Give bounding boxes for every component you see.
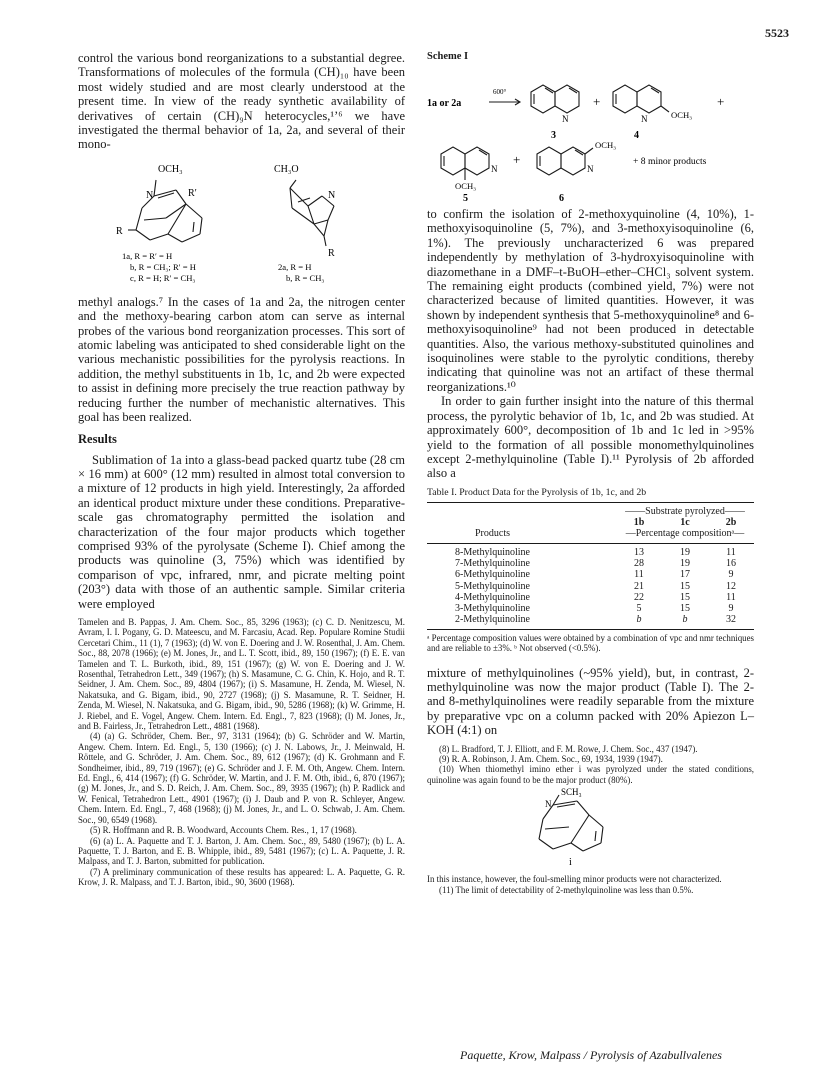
footnote-6: (6) (a) L. A. Paquette and T. J. Barton, J. Am. Chem. Soc., 89, 5480 (1967); (b) L. A. Paquette, T. J. Barton, and E. B. Whipple, ibid., 89, 5481 (1967); (c) L. A. Paquette, J. R. Malpass, and T. J. Barton, submitted for publication. xyxy=(78,835,405,867)
methyl-analogs-paragraph: methyl analogs.⁷ In the cases of 1a and 2a, the nitrogen center and the methoxy-bearing carbon atom can serve as internal probes of the various bond reorganization processes. This sort of atomic labeling was anticipated to shed considerable light on the various mechanistic possibilities for the pyrolysis reactions. In addition, the methyl substituents in 1b, 1c, and 2b were expected to assist in defining more precisely the true reaction pathway by reducing further the number of mechanistic alternatives. This goal has been realized. xyxy=(78,294,405,425)
struct-i-n: N xyxy=(545,799,552,810)
table-group-header: ——Substrate pyrolyzed—— xyxy=(625,505,745,517)
table-col-products: Products xyxy=(475,528,510,540)
scheme-num-5: 5 xyxy=(463,193,468,202)
footnote-9: (9) R. A. Robinson, J. Am. Chem. Soc., 69, 1934, 1939 (1947). xyxy=(439,753,663,764)
struct-i-label: i xyxy=(569,857,572,869)
scheme-n-4: N xyxy=(641,114,648,124)
struct1-n: N xyxy=(146,189,154,201)
scheme-condition: 600° xyxy=(493,88,507,96)
struct1-label-a: 1a, R = R′ = H xyxy=(122,250,173,261)
table-i xyxy=(427,502,754,630)
table-col-1c: 1c xyxy=(680,517,690,529)
left-footnotes xyxy=(78,617,405,888)
scheme-num-6: 6 xyxy=(559,193,564,202)
page-number: 5523 xyxy=(765,26,789,40)
pyrolytic-behavior-paragraph: In order to gain further insight into the nature of this thermal process, the pyrolytic behavior of 1b, 1c, and 2b was studied. At approximately 600°, decomposition of 1b and 1c led in >95% yield to the formation of all possible monomethylquinolines except 2-methylquinoline (Table I).¹¹ Pyrolysis of 2b afforded also a xyxy=(427,394,754,481)
table-subheader: —Percentage compositionᵃ— xyxy=(625,528,745,540)
struct1-label-b: b, R = CH₃; R′ = H xyxy=(130,261,196,272)
quinoline-3-drawing xyxy=(531,85,579,113)
scheme-i-drawing xyxy=(427,64,754,202)
scheme-num-4: 4 xyxy=(634,130,639,141)
table-row: 3-Methylquinoline 5 15 9 xyxy=(455,603,734,615)
footnote-10-continued: In this instance, however, the foul-smelling minor products were not characterized. xyxy=(427,874,722,885)
table-row: 7-Methylquinoline 28 19 16 xyxy=(455,557,736,569)
table-col-1b: 1b xyxy=(633,517,645,529)
footnote-8: (8) L. Bradford, T. J. Elliott, and F. M. Rowe, J. Chem. Soc., 437 (1947). xyxy=(439,743,698,754)
isolation-paragraph: to confirm the isolation of 2-methoxyquinoline (4, 10%), 1-methoxyisoquinoline (5, 7%), and 3-methoxyisoquinoline (6, 1%). The previously uncharacterized 6 was prepared independently by methylation of 3-hydroxyisoquinoline with diazomethane in a DMF–t-BuOH–ether–CHCl₃ solvent system. The remaining eight products (combined yield, 7%) were not characterized because of limited quantities. However, it was shown by independent synthesis that 5-methoxyquinoline⁸ and 6-methoxyisoquinoline⁹ had not been produced in detectable quantities. Also, the various methoxy-substituted quinolines and isoquinolines were stable to the pyrolytic conditions, thereby indicating that quinoline was not an artifact of these thermal reorganizations.¹⁰ xyxy=(427,207,754,394)
table-note: ᵃ Percentage composition values were obtained by a combination of vpc and nmr techniques and are reliable to ±3%. ᵇ Not observed (<0.5%). xyxy=(427,632,755,654)
footnote-11: (11) The limit of detectability of 2-methylquinoline was less than 0.5%. xyxy=(439,884,694,895)
scheme-title: Scheme I xyxy=(427,51,469,62)
isoquinoline-6-drawing xyxy=(537,147,593,175)
left-column xyxy=(78,51,405,888)
scheme-och3-5: OCH₃ xyxy=(455,181,477,191)
table-row: 5-Methylquinoline 21 15 12 xyxy=(455,580,736,592)
footnote-10: (10) When thiomethyl imino ether i was pyrolyzed under the stated conditions, quinoline was again found to be the major product (80%). xyxy=(427,764,754,785)
struct2-n: N xyxy=(328,189,336,201)
footnote-7: (7) A preliminary communication of these results has appeared: L. A. Paquette, G. R. Krow, J. R. Malpass, and T. J. Barton, ibid., 90, 3600 (1968). xyxy=(78,866,405,888)
table-col-2b: 2b xyxy=(725,517,737,529)
struct2-label-b: b, R = CH₃ xyxy=(286,272,325,283)
scheme-reactants: 1a or 2a xyxy=(427,98,462,109)
quinoline-4-drawing xyxy=(613,85,669,113)
table-row: 2-Methylquinoline b b 32 xyxy=(455,614,736,626)
struct1-label-c: c, R = H; R′ = CH₃ xyxy=(130,272,196,283)
table-row: 6-Methylquinoline 11 17 9 xyxy=(455,569,734,581)
table-caption: Table I. Product Data for the Pyrolysis of 1b, 1c, and 2b xyxy=(427,486,647,498)
scheme-n-3: N xyxy=(562,114,569,124)
table-row: 8-Methylquinoline 13 19 11 xyxy=(427,543,754,558)
footnote-4: (4) (a) G. Schröder, Chem. Ber., 97, 3131 (1964); (b) G. Schröder and W. Martin, Angew. Chem. Intern. Ed. Engl., 5, 130 (1966); (c) J. N. Labows, Jr., J. Meinwald, H. Röttele, and G. Schröder, J. Am. Chem. Soc., 89, 612 (1967); (d) K. Grohmann and F. Sondheimer, ibid., 89, 719 (1967); (e) G. Schröder and J. F. M. Oth, Angew. Chem. Intern. Ed. Engl., 6, 414 (1967); (f) G. Schröder, W. Martin, and J. F. M. Oth, ibid., 6, 870 (1967); (g) M. Jones, Jr., and S. D. Reich, J. Am. Chem. Soc., 89, 3935 (1967); (h) P. Radlick and W. Fenical, Tetrahedron Lett., 4901 (1967); (i) J. Daub and P. von R. Schleyer, Angew. Chem. Intern. Ed. Engl., 7, 468 (1968); (j) M. Jones, Jr., and L. O. Schwab, J. Am. Chem. Soc., 90, 6549 (1968). xyxy=(78,731,405,825)
scheme-num-3: 3 xyxy=(551,130,556,141)
intro-paragraph: control the various bond reorganizations to a substantial degree. Transformations of molecules of the formula (CH)₁₀ have been most widely studied and are most clearly understood at the present time. In view of the ready synthetic availability of derivatives of certain (CH)₉N heterocycles,¹ʼ⁶ we have investigated the thermal behavior of 1a, 2a, and several of their mono- xyxy=(78,51,405,152)
methylquinolines-paragraph: mixture of methylquinolines (~95% yield), but, in contrast, 2-methylquinoline was now the major product (Table I). The 2- and 8-methylquinolines were readily separable from the mixture by preparative vpc on a column packed with 20% Apiezon L–KOH (4:1) on xyxy=(427,665,754,738)
struct1-rprime: R′ xyxy=(188,187,197,199)
running-footer: Paquette, Krow, Malpass / Pyrolysis of Azabullvalenes xyxy=(460,1048,722,1062)
struct-i-sch3: SCH₃ xyxy=(561,787,582,798)
isoquinoline-5-drawing xyxy=(441,147,489,180)
footnote-5: (5) R. Hoffmann and R. B. Woodward, Accounts Chem. Res., 1, 17 (1968). xyxy=(90,825,357,836)
scheme-och3-4: OCH₃ xyxy=(671,110,693,120)
structure-i xyxy=(427,785,754,869)
scheme-plus-2: + xyxy=(717,94,725,109)
struct1-r: R xyxy=(116,225,123,237)
struct1-och3: OCH₃ xyxy=(158,163,183,175)
right-footnotes-continued xyxy=(427,874,754,895)
scheme-n-5: N xyxy=(491,164,498,174)
scheme-plus-3: + xyxy=(513,152,521,167)
right-footnotes xyxy=(427,744,754,786)
struct2-ch3o: CH₃O xyxy=(274,163,299,175)
table-row: 4-Methylquinoline 22 15 11 xyxy=(455,591,736,603)
results-paragraph: Sublimation of 1a into a glass-bead packed quartz tube (28 cm × 16 mm) at 600° (12 mm) resulted in almost total conversion to a mixture of 12 products in high yield. Interestingly, 2a afforded an identical product mixture under these conditions. Preparative-scale gas chromatography permitted the isolation and characterization of the four major products which together comprised 93% of the pyrolysate (Scheme I). Chief among the products was quinoline (3, 75%) which was identified by comparison of vpc, infrared, nmr, and picrate melting point (203°) data with those of an authentic sample. Similar criteria were employed xyxy=(78,452,405,611)
struct2-label-a: 2a, R = H xyxy=(278,261,312,272)
struct2-r: R xyxy=(328,247,335,259)
scheme-n-6: N xyxy=(587,164,594,174)
right-column xyxy=(427,51,754,895)
footnote-3-continued: Tamelen and B. Pappas, J. Am. Chem. Soc., 85, 3296 (1963); (c) C. D. Nenitzescu, M. Avram, I. I. Pogany, G. D. Mateescu, and M. Farcasiu, Acad. Rep. Populare Romine Studii Cercetari Chim., 11 (1), 7 (1963); (d) W. von E. Doering and J. W. Rosenthal, J. Am. Chem. Soc., 88, 2078 (1966); (e) M. Jones, Jr., and L. T. Scott, ibid., 89, 150 (1967); (f) E. E. van Tamelen and T. L. Burkoth, ibid., 89, 151 (1967); (g) W. von E. Doering and J. W. Rosenthal, Tetrahedron Lett., 349 (1967); (h) S. Masamune, C. G. Chin, K. Hojo, and R. T. Seidner, J. Am. Chem. Soc., 89, 4804 (1967); (i) S. Masamune, H. Zenda, M. Wiesel, N. Nakatsuka, and G. Bigam, ibid., 90, 2727 (1968); (j) S. Masamune, R. T. Seidner, H. Zenda, M. Wiesel, N. Nakatsuka, and G. Bigam, ibid., 90, 5286 (1968); (k) W. Grimme, H. J. Riebel, and E. Vogel, Angew. Chem. Intern. Ed. Engl., 7, 823 (1968); (l) M. Jones, Jr., and B. Fairless, Jr., Tetrahedron Lett., 4881 (1968). xyxy=(78,616,405,732)
scheme-minor-products: + 8 minor products xyxy=(633,156,707,167)
results-heading: Results xyxy=(78,431,117,446)
scheme-plus-1: + xyxy=(593,94,601,109)
structures-1-and-2 xyxy=(78,152,405,290)
scheme-och3-6: OCH₃ xyxy=(595,140,617,150)
